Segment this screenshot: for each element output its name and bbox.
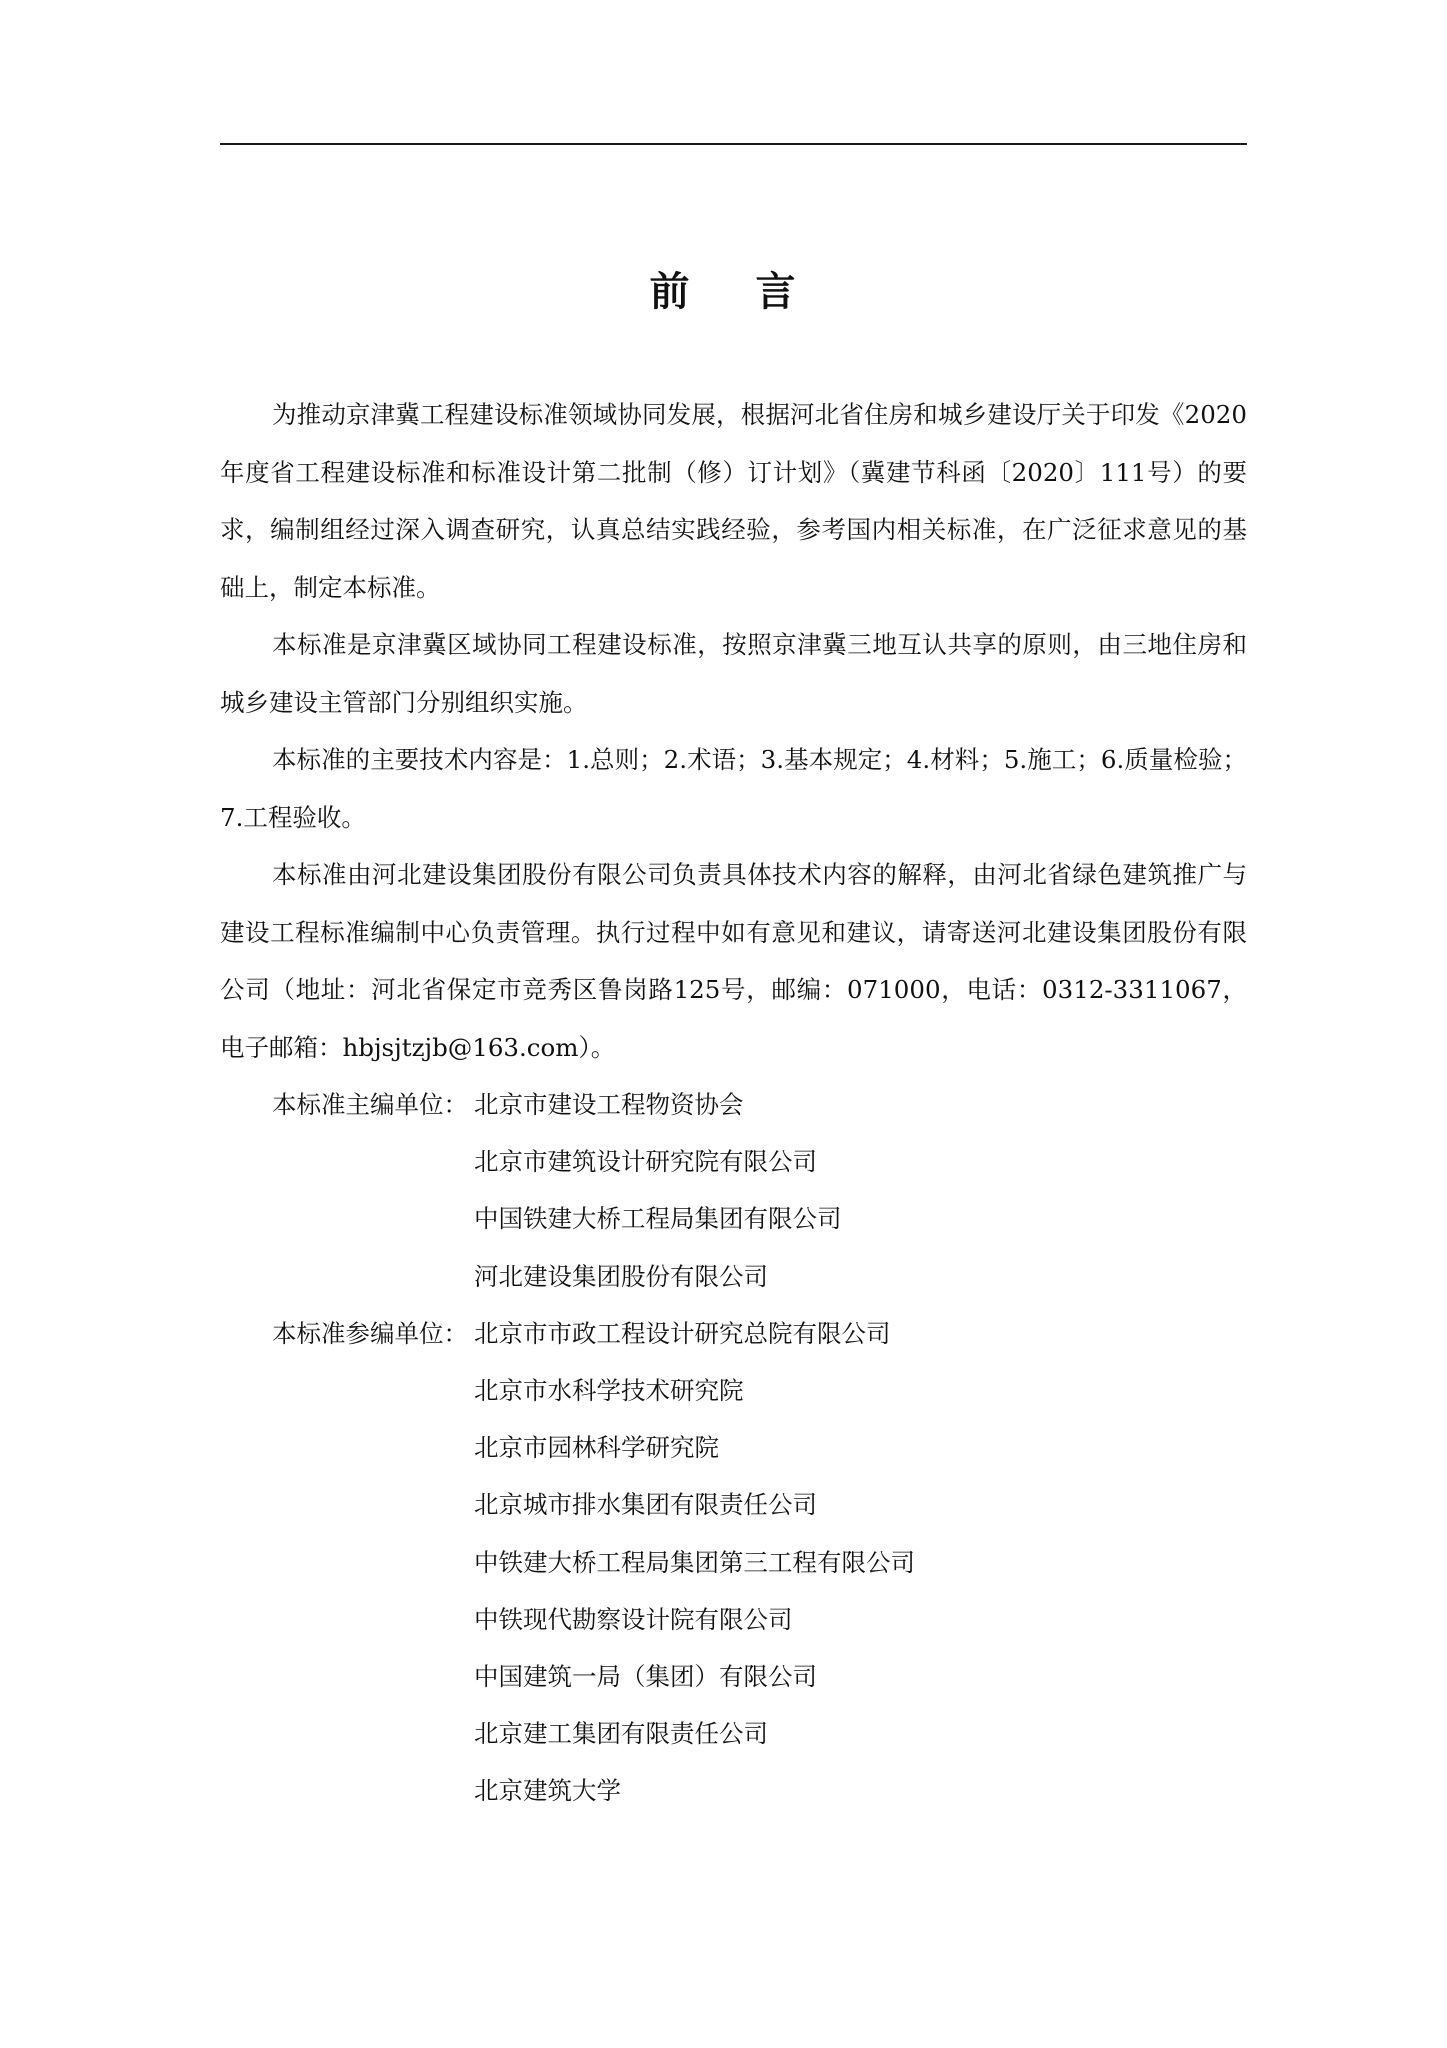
- unit-name: 中国建筑一局（集团）有限公司: [474, 1661, 817, 1691]
- paragraph-contents: 本标准的主要技术内容是：1.总则；2.术语；3.基本规定；4.材料；5.施工；6.质量检验；7.工程验收。: [220, 745, 1247, 832]
- unit-name: 北京市水科学技术研究院: [474, 1375, 744, 1405]
- chief-units-list: [220, 1076, 1247, 1305]
- paragraph-background: 为推动京津冀工程建设标准领域协同发展，根据河北省住房和城乡建设厅关于印发《2020年度省工程建设标准和标准设计第二批制（修）订计划》（冀建节科函〔2020〕111号）的要求，编制组经过深入调查研究，认真总结实践经验，参考国内相关标准，在广泛征求意见的基础上，制定本标准。: [220, 400, 1247, 602]
- unit-name: 北京建工集团有限责任公司: [474, 1719, 768, 1749]
- unit-name: 中铁现代勘察设计院有限公司: [474, 1604, 793, 1634]
- unit-name: 北京建筑大学: [474, 1776, 621, 1806]
- page-title: [0, 260, 1447, 317]
- page-title-char-1: 前: [649, 268, 692, 315]
- list-item: [220, 1534, 1247, 1591]
- header-rule: [220, 143, 1247, 145]
- list-item: [220, 1591, 1247, 1648]
- chief-units-label: 本标准主编单位：: [272, 1090, 468, 1119]
- list-item: [220, 1076, 1247, 1133]
- list-item: [220, 1248, 1247, 1305]
- list-item: [220, 1762, 1247, 1819]
- document-body: [220, 386, 1247, 1819]
- unit-name: 北京城市排水集团有限责任公司: [474, 1490, 817, 1520]
- page-title-char-2: 言: [755, 268, 798, 315]
- unit-name: 北京市建筑设计研究院有限公司: [474, 1147, 817, 1177]
- list-item: [220, 1190, 1247, 1247]
- paragraph-contact: 本标准由河北建设集团股份有限公司负责具体技术内容的解释，由河北省绿色建筑推广与建设工程标准编制中心负责管理。执行过程中如有意见和建议，请寄送河北建设集团股份有限公司（地址：河北省保定市竞秀区鲁岗路125号，邮编：071000，电话：0312-3311067，电子邮箱：hbjsjtzjb@163.com）。: [220, 860, 1247, 1062]
- unit-name: 中国铁建大桥工程局集团有限公司: [474, 1204, 842, 1234]
- list-item: [220, 1133, 1247, 1190]
- paragraph-scope: 本标准是京津冀区域协同工程建设标准，按照京津冀三地互认共享的原则，由三地住房和城乡建设主管部门分别组织实施。: [220, 630, 1247, 717]
- list-item: [220, 1476, 1247, 1533]
- list-item: [220, 1305, 1247, 1362]
- list-item: [220, 1362, 1247, 1419]
- participating-units-label: 本标准参编单位：: [272, 1318, 468, 1348]
- participating-units-list: [220, 1305, 1247, 1820]
- list-item: [220, 1648, 1247, 1705]
- unit-name: 北京市建设工程物资协会: [474, 1090, 744, 1119]
- list-item: [220, 1419, 1247, 1476]
- unit-name: 中铁建大桥工程局集团第三工程有限公司: [474, 1547, 915, 1577]
- unit-name: 河北建设集团股份有限公司: [474, 1261, 768, 1291]
- unit-name: 北京市园林科学研究院: [474, 1433, 719, 1463]
- list-item: [220, 1705, 1247, 1762]
- unit-name: 北京市市政工程设计研究总院有限公司: [474, 1318, 891, 1348]
